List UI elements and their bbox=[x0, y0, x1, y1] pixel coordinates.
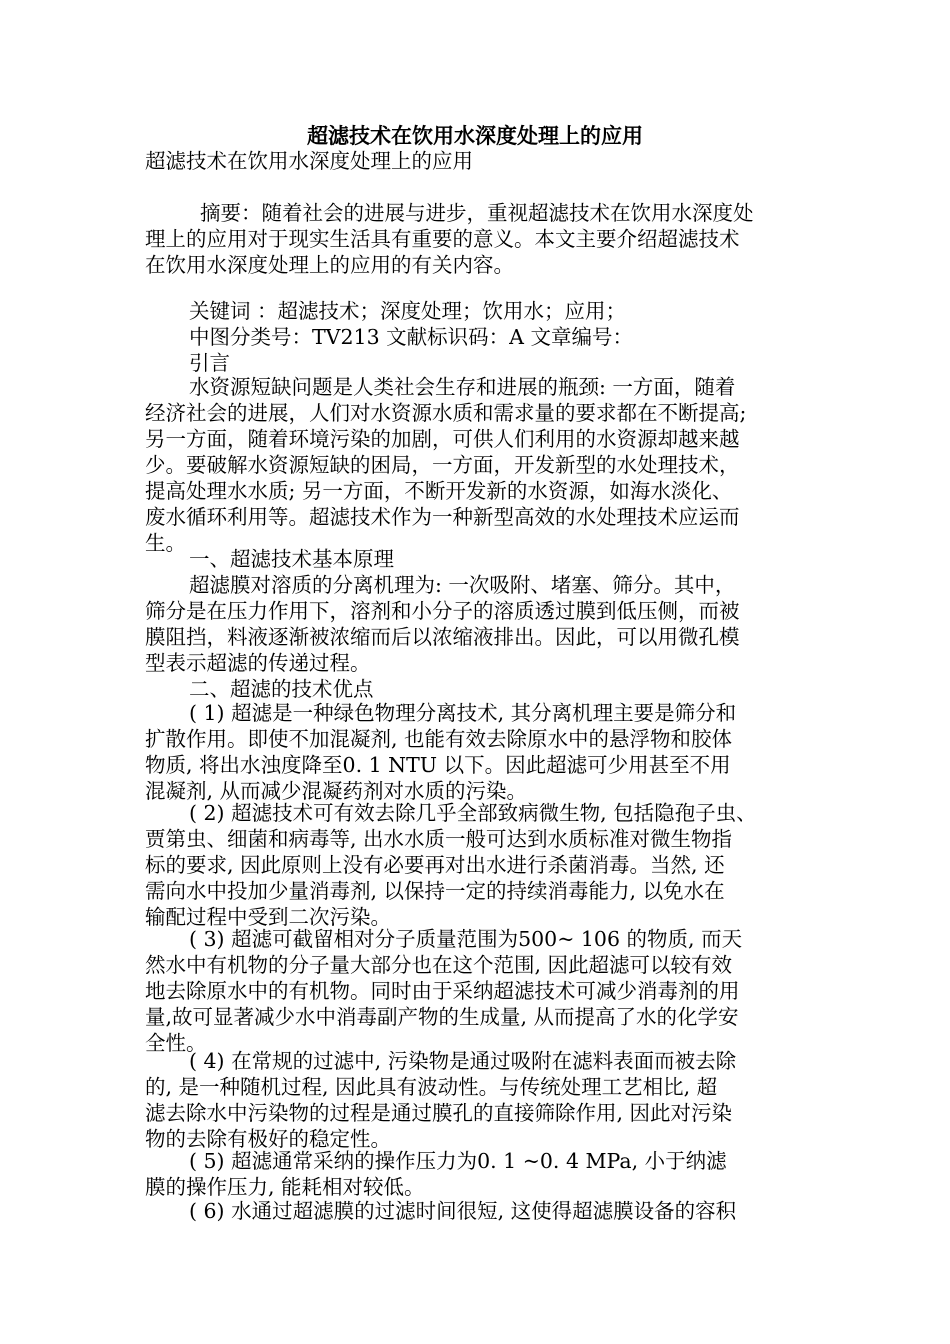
text-line: 提高处理水水质; 另一方面，不断开发新的水资源，如海水淡化、 bbox=[145, 479, 733, 503]
text-line: 然水中有机物的分子量大部分也在这个范围, 因此超滤可以较有效 bbox=[145, 953, 733, 977]
text-line: 标的要求, 因此原则上没有必要再对出水进行杀菌消毒。当然, 还 bbox=[145, 853, 725, 877]
text-line: ( 4) 在常规的过滤中, 污染物是通过吸附在滤料表面而被去除 bbox=[189, 1049, 737, 1073]
text-line: 生。 bbox=[145, 531, 186, 555]
text-line: 理上的应用对于现实生活具有重要的意义。本文主要介绍超滤技术 bbox=[145, 227, 740, 251]
text-line: ( 6) 水通过超滤膜的过滤时间很短, 这使得超滤膜设备的容积 bbox=[189, 1199, 737, 1223]
text-line: 混凝剂, 从而减少混凝药剂对水质的污染。 bbox=[145, 779, 528, 803]
text-line: ( 5) 超滤通常采纳的操作压力为0. 1 ~0. 4 MPa, 小于纳滤 bbox=[189, 1149, 727, 1173]
text-line: 引言 bbox=[189, 351, 230, 375]
text-line: 另一方面，随着环境污染的加剧，可供人们利用的水资源却越来越 bbox=[145, 427, 740, 451]
text-line: 少。要破解水资源短缺的困局，一方面，开发新型的水处理技术， bbox=[145, 453, 740, 477]
text-line: 超滤技术在饮用水深度处理上的应用 bbox=[145, 149, 473, 173]
text-line: 物的去除有极好的稳定性。 bbox=[145, 1127, 391, 1151]
text-line: ( 2) 超滤技术可有效去除几乎全部致病微生物, 包括隐孢子虫、 bbox=[189, 801, 757, 825]
text-line: 水资源短缺问题是人类社会生存和进展的瓶颈: 一方面，随着 bbox=[189, 375, 736, 399]
text-line: 摘要：随着社会的进展与进步，重视超滤技术在饮用水深度处 bbox=[200, 201, 754, 225]
text-line: 需向水中投加少量消毒剂, 以保持一定的持续消毒能力, 以免水在 bbox=[145, 879, 725, 903]
text-line: 筛分是在压力作用下，溶剂和小分子的溶质透过膜到低压侧，而被 bbox=[145, 599, 740, 623]
text-line: 经济社会的进展，人们对水资源水质和需求量的要求都在不断提高; bbox=[145, 401, 747, 425]
text-line: 膜的操作压力, 能耗相对较低。 bbox=[145, 1175, 425, 1199]
document-title: 超滤技术在饮用水深度处理上的应用 bbox=[307, 124, 643, 148]
text-line: 废水循环利用等。超滤技术作为一种新型高效的水处理技术应运而 bbox=[145, 505, 740, 529]
text-line: 型表示超滤的传递过程。 bbox=[145, 651, 371, 675]
text-line: 的, 是一种随机过程, 因此具有波动性。与传统处理工艺相比, 超 bbox=[145, 1075, 718, 1099]
text-line: 量,故可显著减少水中消毒副产物的生成量, 从而提高了水的化学安 bbox=[145, 1005, 739, 1029]
text-line: 地去除原水中的有机物。同时由于采纳超滤技术可减少消毒剂的用 bbox=[145, 979, 740, 1003]
text-line: 二、超滤的技术优点 bbox=[189, 677, 374, 701]
text-line: 膜阻挡，料液逐渐被浓缩而后以浓缩液排出。因此，可以用微孔模 bbox=[145, 625, 740, 649]
text-line: 关键词 ：超滤技术；深度处理；饮用水；应用； bbox=[189, 299, 627, 323]
text-line: 物质, 将出水浊度降至0. 1 NTU 以下。因此超滤可少用甚至不用 bbox=[145, 753, 731, 777]
text-line: 超滤膜对溶质的分离机理为: 一次吸附、堵塞、筛分。其中， bbox=[189, 573, 736, 597]
text-line: 中图分类号：TV213 文献标识码：A 文章编号： bbox=[189, 325, 633, 349]
text-line: 贾第虫、细菌和病毒等, 出水水质一般可达到水质标准对微生物指 bbox=[145, 827, 733, 851]
text-line: 在饮用水深度处理上的应用的有关内容。 bbox=[145, 253, 514, 277]
text-line: 扩散作用。即使不加混凝剂, 也能有效去除原水中的悬浮物和胶体 bbox=[145, 727, 733, 751]
text-line: ( 3) 超滤可截留相对分子质量范围为500~ 106 的物质, 而天 bbox=[189, 927, 743, 951]
text-line: 滤去除水中污染物的过程是通过膜孔的直接筛除作用, 因此对污染 bbox=[145, 1101, 733, 1125]
text-line: 全性。 bbox=[145, 1031, 207, 1055]
text-line: ( 1) 超滤是一种绿色物理分离技术, 其分离机理主要是筛分和 bbox=[189, 701, 737, 725]
text-line: 一、超滤技术基本原理 bbox=[189, 547, 394, 571]
text-line: 输配过程中受到二次污染。 bbox=[145, 905, 391, 929]
